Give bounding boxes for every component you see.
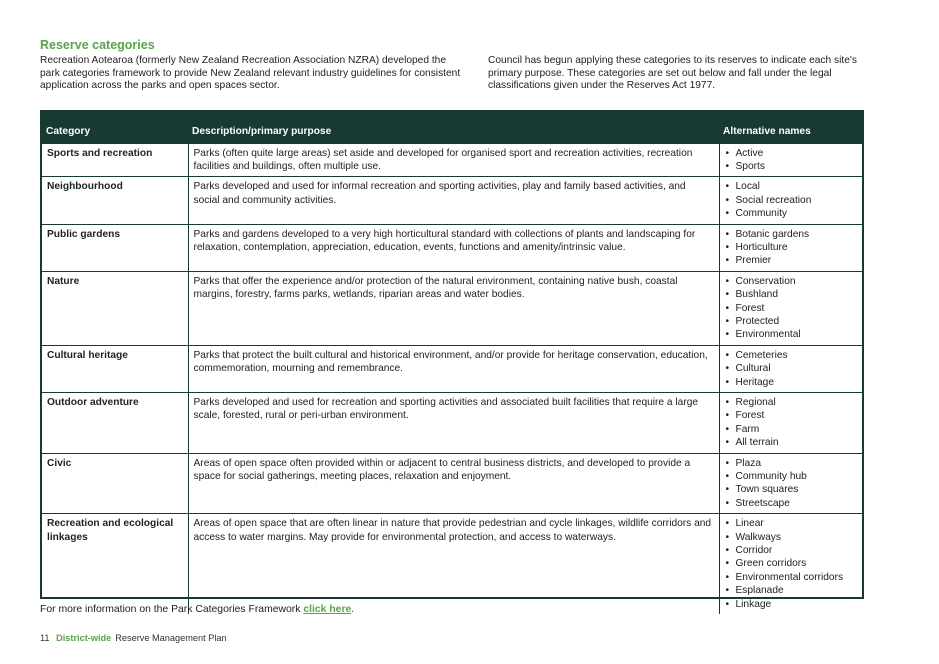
alternative-name-item: • Forest: [725, 409, 858, 422]
alternative-name-item: • Active: [725, 147, 858, 160]
section-heading: Reserve categories: [40, 38, 155, 52]
header-category: Category: [42, 112, 188, 143]
alternative-name-item: • Plaza: [725, 457, 858, 470]
alternative-names-list: [725, 275, 858, 342]
alternative-name-item: • Sports: [725, 160, 858, 173]
table-row: [42, 453, 862, 514]
alternative-name-item: • Social recreation: [725, 194, 858, 207]
alternative-name-item: • Forest: [725, 302, 858, 315]
alternative-names-list: [725, 517, 858, 611]
alternative-names-list: [725, 180, 858, 220]
alternative-name-item: • Community: [725, 207, 858, 220]
table-row: [42, 514, 862, 614]
alternative-name-item: • Heritage: [725, 376, 858, 389]
intro-paragraph-left: Recreation Aotearoa (formerly New Zealand Recreation Association NZRA) developed the park categories framework to provide New Zealand relevant industry guidelines for consistent application across the parks and open spaces sector.: [40, 55, 461, 92]
alternative-name-item: • Regional: [725, 396, 858, 409]
table-header-row: [42, 112, 862, 143]
table-row: [42, 177, 862, 224]
category-cell: Outdoor adventure: [42, 393, 188, 454]
page-number: 11: [40, 633, 50, 643]
alternative-names-list: [725, 457, 858, 511]
description-cell: Parks that offer the experience and/or protection of the natural environment, containing native bush, coastal margins, forestry, farms parks, wetlands, riparian areas and water bodies.: [188, 271, 719, 345]
category-cell: Cultural heritage: [42, 345, 188, 392]
header-alternative-names: Alternative names: [719, 112, 862, 143]
description-cell: Parks developed and used for informal recreation and sporting activities, play and family based activities, and social and community activities.: [188, 177, 719, 224]
alternative-names-cell: [719, 143, 862, 177]
table-row: [42, 393, 862, 454]
alternative-name-item: • Linkage: [725, 598, 858, 611]
footer-note: [40, 604, 354, 615]
alternative-name-item: • Farm: [725, 423, 858, 436]
alternative-name-item: • Protected: [725, 315, 858, 328]
alternative-names-list: [725, 396, 858, 450]
alternative-name-item: • Green corridors: [725, 557, 858, 570]
alternative-names-cell: [719, 271, 862, 345]
document-title-accent: District-wide: [56, 633, 112, 643]
description-cell: Parks that protect the built cultural and historical environment, and/or provide for heritage conservation, education, commemoration, mourning and remembrance.: [188, 345, 719, 392]
alternative-name-item: • Town squares: [725, 483, 858, 496]
alternative-name-item: • Premier: [725, 254, 858, 267]
description-cell: Areas of open space often provided within or adjacent to central business districts, and developed to provide a space for social gatherings, meeting places, relaxation and enjoyment.: [188, 453, 719, 514]
alternative-name-item: • Cemeteries: [725, 349, 858, 362]
alternative-name-item: • Esplanade: [725, 584, 858, 597]
alternative-names-cell: [719, 177, 862, 224]
category-cell: Civic: [42, 453, 188, 514]
alternative-name-item: • Bushland: [725, 288, 858, 301]
alternative-names-list: [725, 147, 858, 174]
alternative-names-list: [725, 349, 858, 389]
alternative-name-item: • Community hub: [725, 470, 858, 483]
alternative-names-cell: [719, 453, 862, 514]
alternative-names-cell: [719, 514, 862, 614]
table-row: [42, 271, 862, 345]
header-description: Description/primary purpose: [188, 112, 719, 143]
alternative-name-item: • Walkways: [725, 531, 858, 544]
alternative-name-item: • All terrain: [725, 436, 858, 449]
description-cell: Parks (often quite large areas) set aside and developed for organised sport and recreation activities, recreation facilities and buildings, often multiple use.: [188, 143, 719, 177]
page-footer: [40, 633, 231, 643]
alternative-name-item: • Environmental corridors: [725, 571, 858, 584]
alternative-name-item: • Streetscape: [725, 497, 858, 510]
category-cell: Public gardens: [42, 224, 188, 271]
description-cell: Parks and gardens developed to a very high horticultural standard with collections of plants and landscaping for relaxation, contemplation, appreciation, education, events, functions and amenity/intrinsic value.: [188, 224, 719, 271]
category-cell: Nature: [42, 271, 188, 345]
alternative-name-item: • Environmental: [725, 328, 858, 341]
alternative-name-item: • Linear: [725, 517, 858, 530]
alternative-name-item: • Horticulture: [725, 241, 858, 254]
category-cell: Neighbourhood: [42, 177, 188, 224]
intro-paragraph-right: Council has begun applying these categories to its reserves to indicate each site's primary purpose. These categories are set out below and fall under the legal classifications given under the Reserves Act 1977.: [488, 55, 857, 92]
description-cell: Areas of open space that are often linear in nature that provide pedestrian and cycle linkages, wildlife corridors and access to water margins. May provide for environmental protection, and access to waterways.: [188, 514, 719, 614]
alternative-name-item: • Conservation: [725, 275, 858, 288]
category-cell: Sports and recreation: [42, 143, 188, 177]
table-row: [42, 143, 862, 177]
alternative-name-item: • Botanic gardens: [725, 228, 858, 241]
footer-note-end: .: [351, 604, 355, 615]
document-title: Reserve Management Plan: [115, 633, 227, 643]
table-row: [42, 224, 862, 271]
alternative-names-list: [725, 228, 858, 268]
description-cell: Parks developed and used for recreation and sporting activities and associated built facilities that require a large scale, forested, rural or peri-urban environment.: [188, 393, 719, 454]
click-here-link[interactable]: click here: [303, 604, 352, 615]
alternative-names-cell: [719, 224, 862, 271]
category-cell: Recreation and ecological linkages: [42, 514, 188, 614]
alternative-names-cell: [719, 393, 862, 454]
footer-note-text: For more information on the Park Categories Framework: [40, 604, 304, 615]
alternative-name-item: • Local: [725, 180, 858, 193]
alternative-name-item: • Cultural: [725, 362, 858, 375]
alternative-names-cell: [719, 345, 862, 392]
alternative-name-item: • Corridor: [725, 544, 858, 557]
table-row: [42, 345, 862, 392]
